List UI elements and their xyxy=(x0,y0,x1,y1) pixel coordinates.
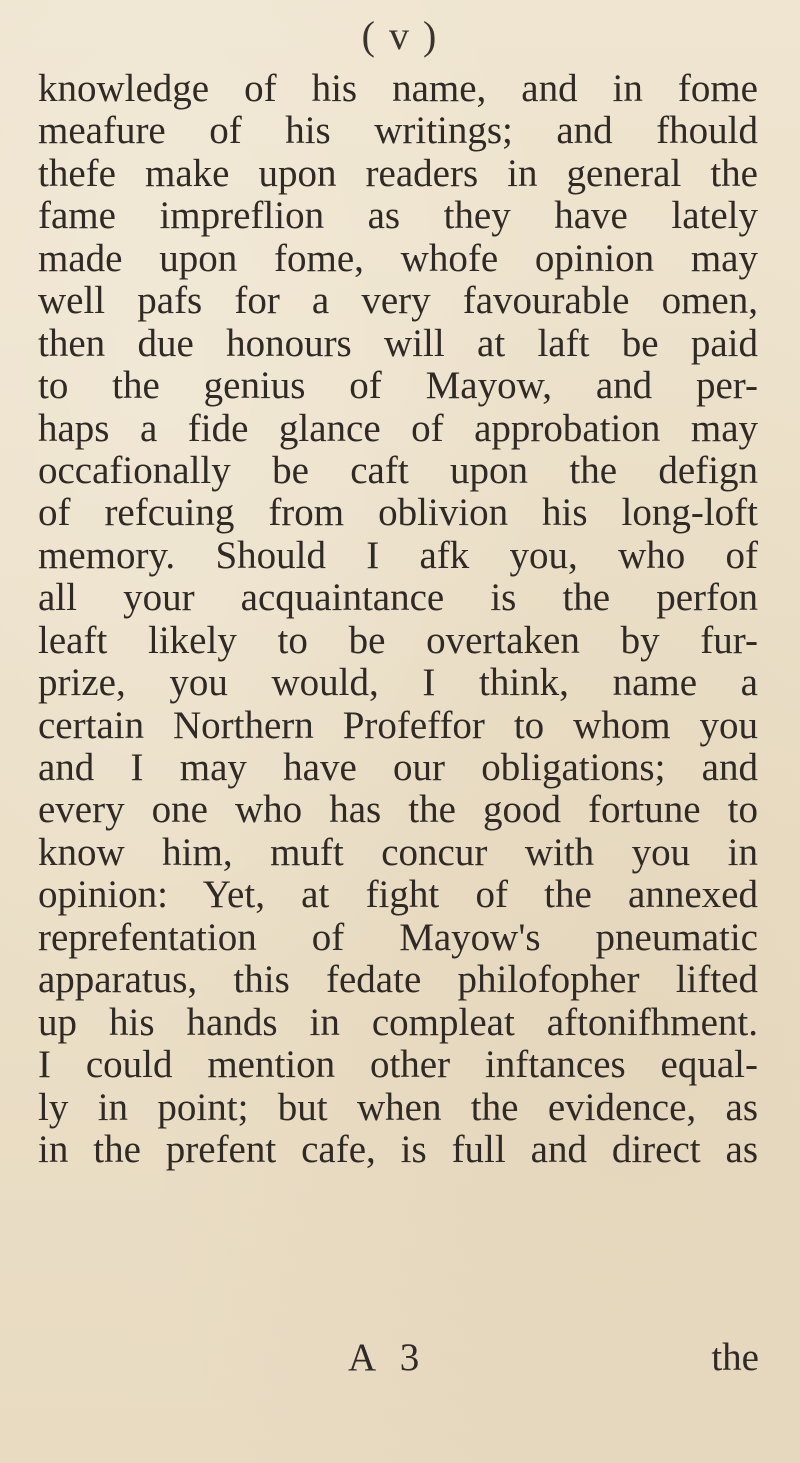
text-line: made upon fome, whofe opinion may xyxy=(38,236,758,280)
text-line: and I may have our obligations; and xyxy=(38,746,758,789)
text-line: occafionally be caft upon the defign xyxy=(38,448,758,492)
page-number-header: ( v ) xyxy=(361,13,439,58)
text-line: know him, muft concur with you in xyxy=(38,830,758,874)
text-line: thefe make upon readers in general the xyxy=(38,151,758,195)
text-line: then due honours will at laft be paid xyxy=(38,321,758,365)
text-line: apparatus, this fedate philofopher lifted xyxy=(38,958,758,1002)
text-line: I could mention other inftances equal- xyxy=(38,1043,758,1087)
text-line: up his hands in compleat aftonifhment. xyxy=(38,1000,758,1044)
text-line: every one who has the good fortune to xyxy=(38,788,758,832)
text-line: all your acquaintance is the perfon xyxy=(38,576,758,620)
text-line: memory. Should I afk you, who of xyxy=(38,533,758,577)
text-line: ly in point; but when the evidence, as xyxy=(38,1085,758,1129)
text-line: meafure of his writings; and fhould xyxy=(38,109,758,153)
text-line: haps a fide glance of approbation may xyxy=(38,406,758,450)
page-footer xyxy=(0,1337,800,1379)
signature-mark: A 3 xyxy=(348,1336,428,1379)
text-line: fame impreflion as they have lately xyxy=(38,194,758,238)
text-line: well pafs for a very favourable omen, xyxy=(38,279,758,323)
text-line: opinion: Yet, at fight of the annexed xyxy=(38,873,758,917)
text-line: in the prefent cafe, is full and direct as xyxy=(38,1127,758,1171)
text-line: of refcuing from oblivion his long-loft xyxy=(38,491,758,535)
text-line: reprefentation of Mayow's pneumatic xyxy=(38,915,758,959)
catchword: the xyxy=(711,1336,759,1379)
text-line: certain Northern Profeffor to whom you xyxy=(38,703,758,747)
text-line: to the genius of Mayow, and per- xyxy=(38,364,758,408)
text-line: knowledge of his name, and in fome xyxy=(38,67,758,110)
text-line: prize, you would, I think, name a xyxy=(38,661,758,705)
text-line: leaft likely to be overtaken by fur- xyxy=(38,618,758,662)
body-text xyxy=(38,68,758,1171)
